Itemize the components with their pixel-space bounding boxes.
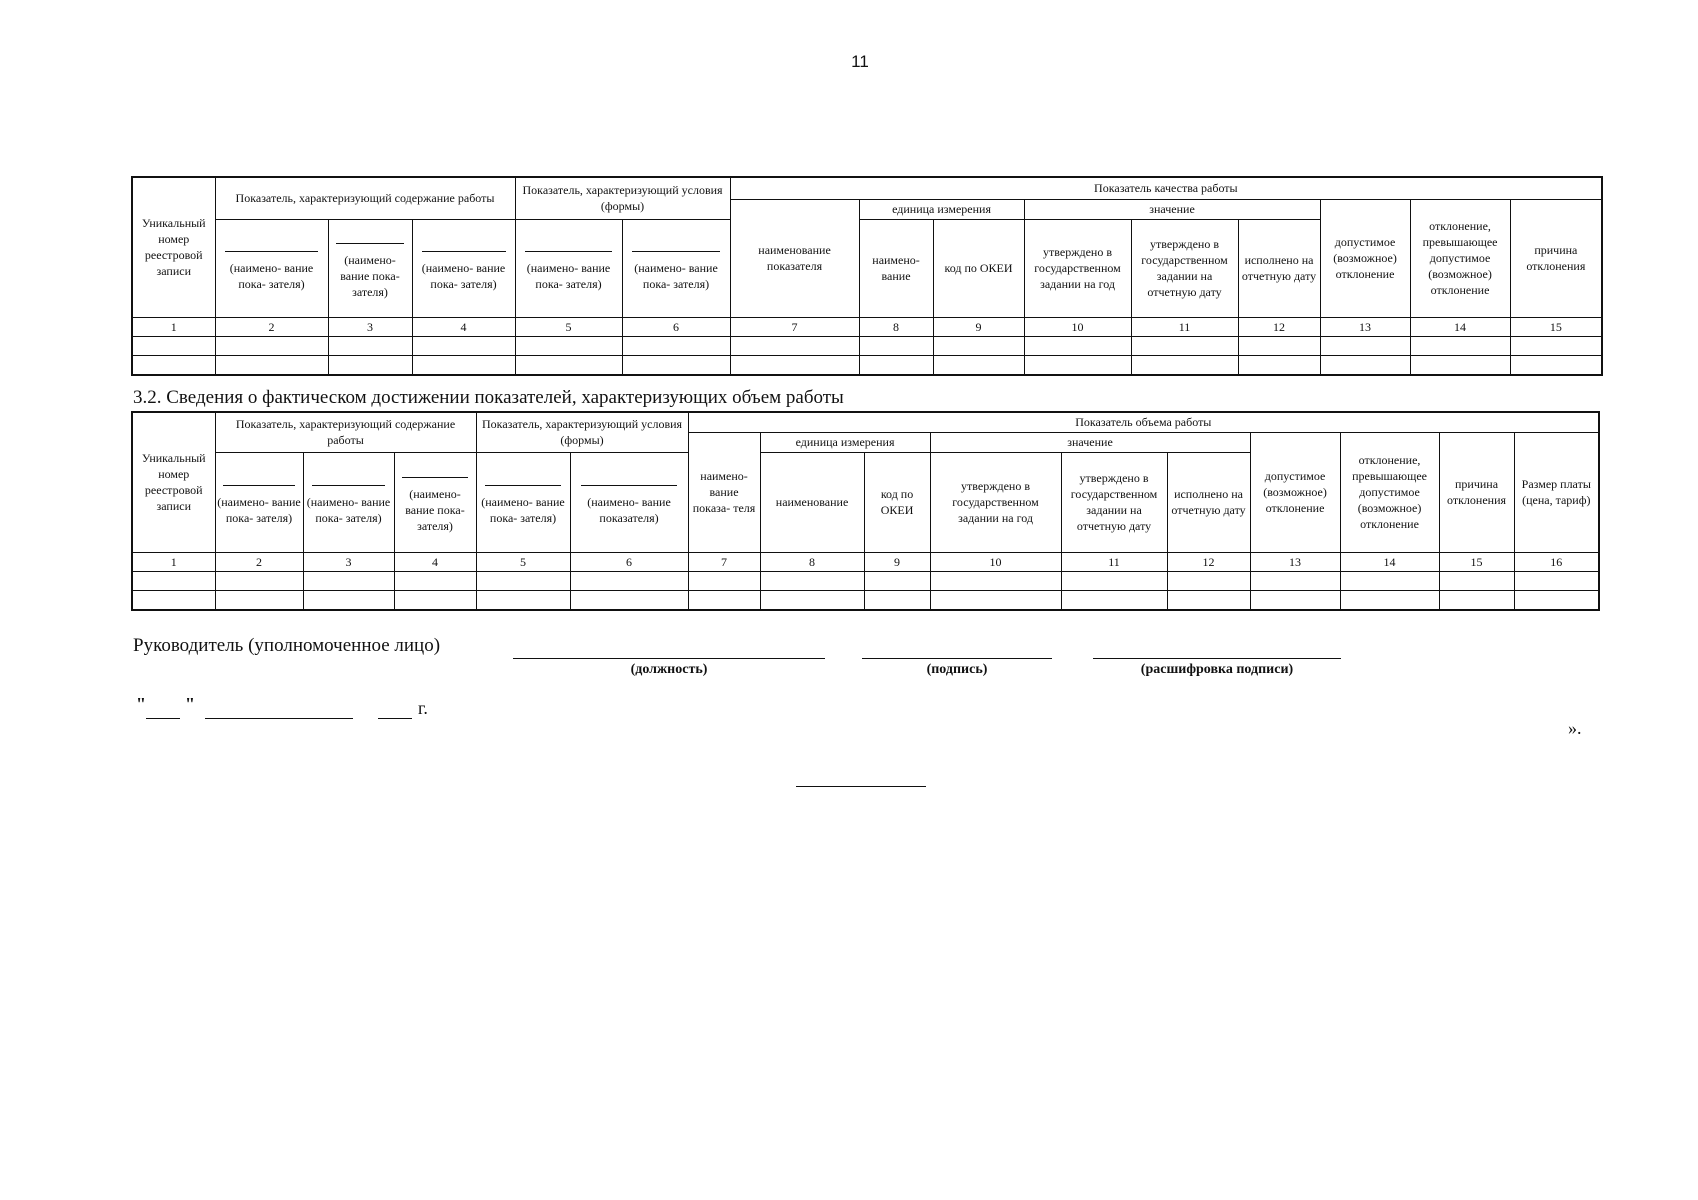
column-number: 7 [688, 552, 760, 571]
header-approved-year: утверждено в государственном задании на год [1024, 219, 1131, 317]
header-allowed-deviation: допустимое (возможное) отклонение [1250, 432, 1340, 552]
column-number: 2 [215, 552, 303, 571]
day-line [146, 718, 180, 719]
header-indicator-name: наимено- вание показа- теля [688, 432, 760, 552]
header-sub-name-2: (наимено- вание пока- зателя) [303, 452, 394, 552]
header-fee-size: Размер платы (цена, тариф) [1514, 432, 1599, 552]
column-number: 14 [1340, 552, 1439, 571]
column-number: 12 [1167, 552, 1250, 571]
column-number: 3 [303, 552, 394, 571]
footnote-separator [796, 786, 926, 787]
empty-data-row [132, 590, 1599, 610]
header-exceeding-deviation: отклонение, превышающее допустимое (возможное) отклонение [1340, 432, 1439, 552]
header-conditions-indicator-group: Показатель, характеризующий условия (формы) [515, 177, 730, 219]
section-heading: 3.2. Сведения о фактическом достижении показателей, характеризующих объем работы [133, 387, 844, 408]
column-number: 6 [622, 317, 730, 336]
header-exceeding-deviation: отклонение, превышающее допустимое (возможное) отклонение [1410, 199, 1510, 317]
header-approved-date: утверждено в государственном задании на отчетную дату [1131, 219, 1238, 317]
signature-line [862, 658, 1052, 659]
column-number: 14 [1410, 317, 1510, 336]
quality-indicators-table [131, 176, 1603, 376]
decoding-caption: (расшифровка подписи) [1140, 662, 1294, 677]
column-number-row [132, 317, 1602, 336]
column-number: 1 [132, 317, 215, 336]
header-sub-name-2: (наимено- вание пока- зателя) [328, 219, 412, 317]
column-number: 10 [1024, 317, 1131, 336]
column-number: 5 [476, 552, 570, 571]
column-number: 1 [132, 552, 215, 571]
empty-data-row [132, 571, 1599, 590]
header-sub-name-1: (наимено- вание пока- зателя) [215, 219, 328, 317]
column-number: 2 [215, 317, 328, 336]
header-sub-name-4: (наимено- вание пока- зателя) [515, 219, 622, 317]
header-unit-name: наименование [760, 452, 864, 552]
date-quote-close: " [185, 694, 195, 714]
column-number: 6 [570, 552, 688, 571]
closing-mark: ». [1568, 718, 1582, 738]
column-number: 8 [760, 552, 864, 571]
header-allowed-deviation: допустимое (возможное) отклонение [1320, 199, 1410, 317]
column-number: 13 [1250, 552, 1340, 571]
header-content-indicator-group: Показатель, характеризующий содержание работы [215, 412, 476, 452]
header-content-indicator-group: Показатель, характеризующий содержание работы [215, 177, 515, 219]
year-line [378, 718, 412, 719]
column-number: 15 [1510, 317, 1602, 336]
column-number: 9 [864, 552, 930, 571]
year-suffix: г. [418, 698, 428, 718]
column-number-row [132, 552, 1599, 571]
header-sub-name-4: (наимено- вание пока- зателя) [476, 452, 570, 552]
empty-data-row [132, 355, 1602, 375]
header-approved-date: утверждено в государственном задании на отчетную дату [1061, 452, 1167, 552]
header-volume-group: Показатель объема работы [688, 412, 1599, 432]
column-number: 8 [859, 317, 933, 336]
header-sub-name-5: (наимено- вание пока- зателя) [622, 219, 730, 317]
header-value-group: значение [930, 432, 1250, 452]
column-number: 5 [515, 317, 622, 336]
header-conditions-indicator-group: Показатель, характеризующий условия (формы) [476, 412, 688, 452]
column-number: 4 [412, 317, 515, 336]
column-number: 9 [933, 317, 1024, 336]
header-quality-group: Показатель качества работы [730, 177, 1602, 199]
header-okei-code: код по ОКЕИ [933, 219, 1024, 317]
header-unit-name: наимено- вание [859, 219, 933, 317]
column-number: 12 [1238, 317, 1320, 336]
header-sub-name-3: (наимено- вание пока- зателя) [394, 452, 476, 552]
column-number: 15 [1439, 552, 1514, 571]
page-number: 11 [851, 52, 869, 71]
column-number: 4 [394, 552, 476, 571]
decoding-line [1093, 658, 1341, 659]
header-sub-name-1: (наимено- вание пока- зателя) [215, 452, 303, 552]
column-number: 16 [1514, 552, 1599, 571]
header-unit-group: единица измерения [859, 199, 1024, 219]
header-deviation-reason: причина отклонения [1510, 199, 1602, 317]
volume-indicators-table [131, 411, 1600, 611]
column-number: 10 [930, 552, 1061, 571]
head-label: Руководитель (уполномоченное лицо) [133, 635, 441, 656]
column-number: 11 [1131, 317, 1238, 336]
header-unique-number: Уникальный номер реестровой записи [132, 177, 215, 317]
header-sub-name-5: (наимено- вание показателя) [570, 452, 688, 552]
header-unique-number: Уникальный номер реестровой записи [132, 412, 215, 552]
header-indicator-name: наименование показателя [730, 199, 859, 317]
header-executed: исполнено на отчетную дату [1167, 452, 1250, 552]
header-executed: исполнено на отчетную дату [1238, 219, 1320, 317]
column-number: 7 [730, 317, 859, 336]
position-caption: (должность) [630, 662, 708, 677]
header-approved-year: утверждено в государственном задании на год [930, 452, 1061, 552]
column-number: 13 [1320, 317, 1410, 336]
signature-caption: (подпись) [926, 662, 988, 677]
header-deviation-reason: причина отклонения [1439, 432, 1514, 552]
column-number: 3 [328, 317, 412, 336]
header-value-group: значение [1024, 199, 1320, 219]
empty-data-row [132, 336, 1602, 355]
header-sub-name-3: (наимено- вание пока- зателя) [412, 219, 515, 317]
month-line [205, 718, 353, 719]
column-number: 11 [1061, 552, 1167, 571]
position-line [513, 658, 825, 659]
header-unit-group: единица измерения [760, 432, 930, 452]
date-quote-open: " [136, 694, 146, 714]
header-okei-code: код по ОКЕИ [864, 452, 930, 552]
